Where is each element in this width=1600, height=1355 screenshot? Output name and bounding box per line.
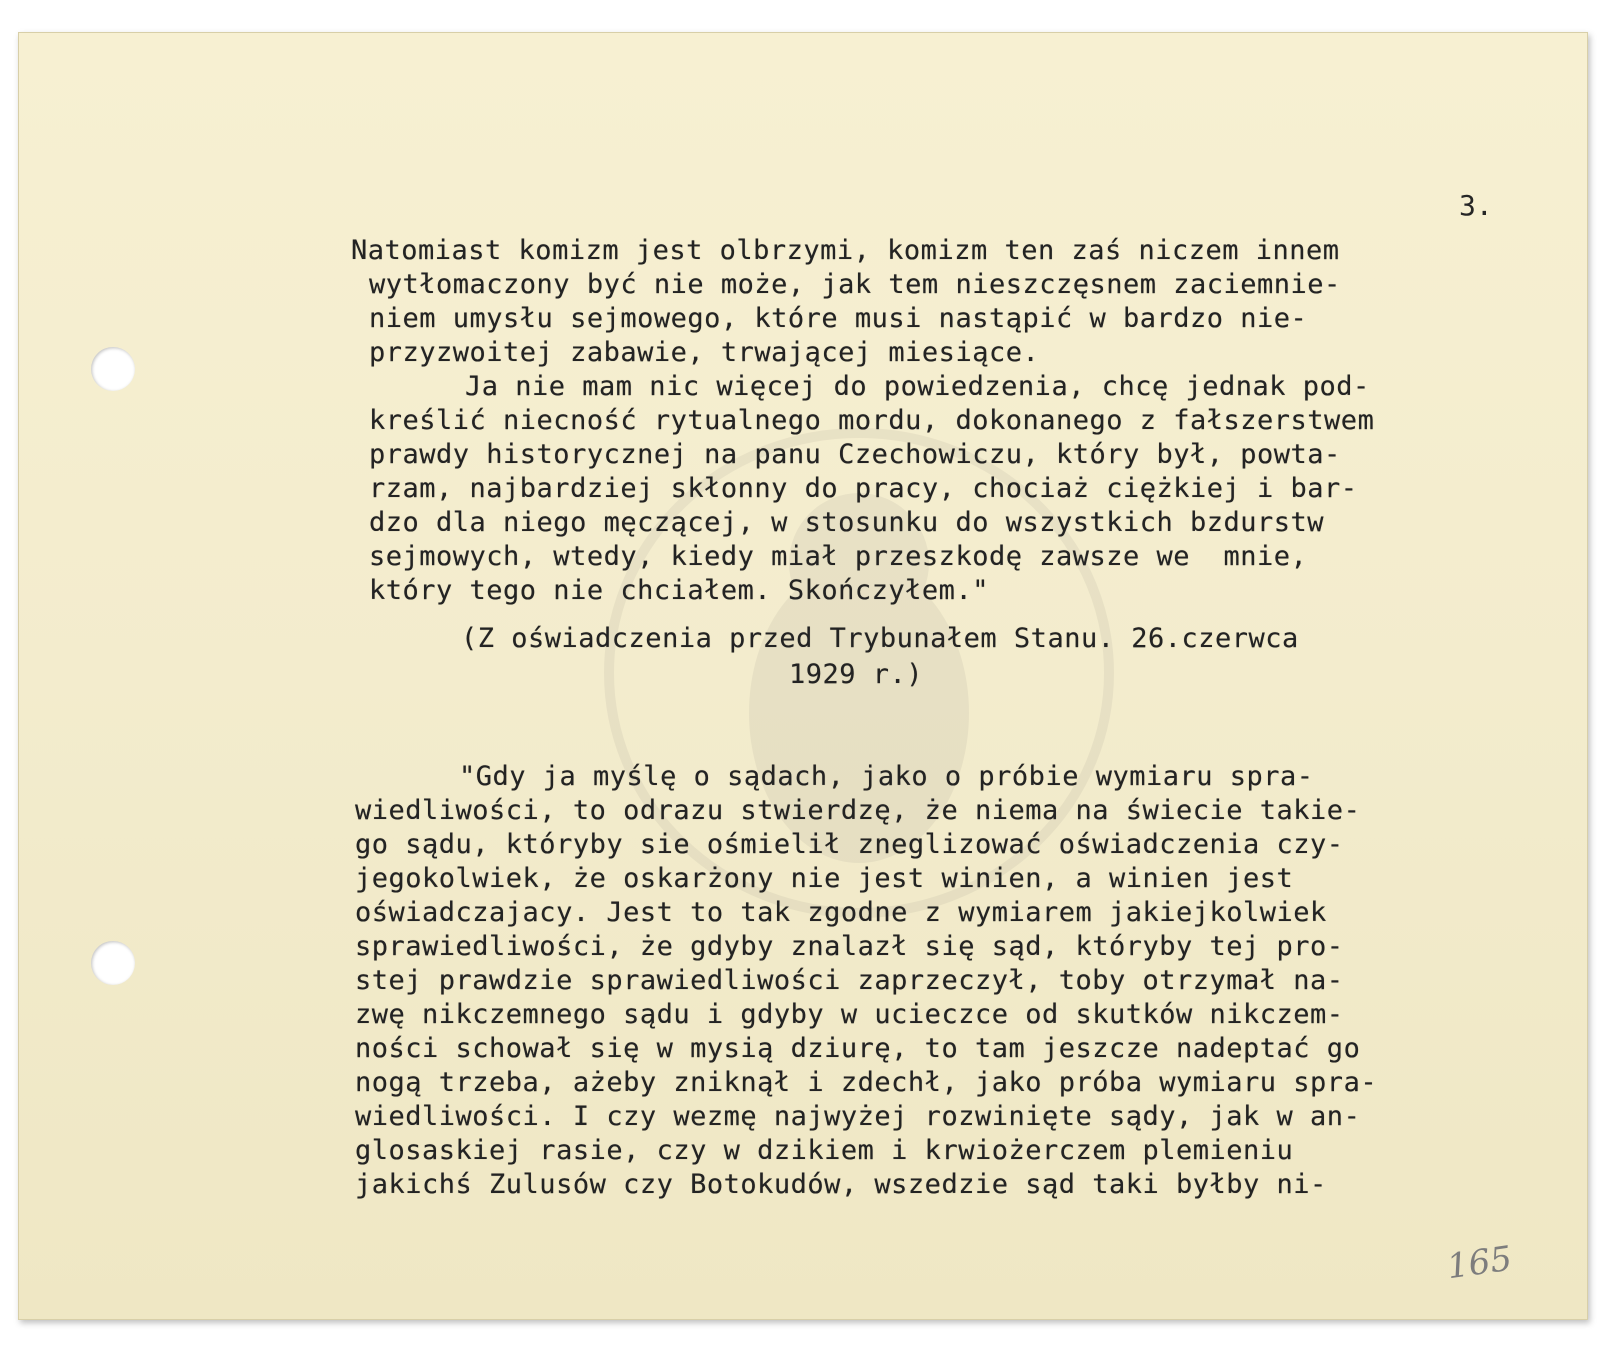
paragraph-3-line-8: zwę nikczemnego sądu i gdyby w ucieczce od skutków nikczem- — [355, 999, 1344, 1030]
paragraph-2-line-5: dzo dla niego męczącej, w stosunku do wszystkich bzdurstw — [369, 507, 1325, 538]
paragraph-2-line-4: rzam, najbardziej skłonny do pracy, chociaż ciężkiej i bar- — [369, 473, 1358, 504]
paragraph-3-line-10: nogą trzeba, ażeby zniknął i zdechł, jako próba wymiaru spra- — [355, 1067, 1378, 1098]
punch-hole-top — [91, 347, 135, 391]
paragraph-3-line-13: jakichś Zulusów czy Botokudów, wszedzie sąd taki byłby ni- — [355, 1169, 1327, 1200]
paragraph-3-line-4: jegokolwiek, że oskarżony nie jest winien, a winien jest — [355, 863, 1294, 894]
paragraph-3-line-1: "Gdy ja myślę o sądach, jako o próbie wymiaru spra- — [459, 761, 1314, 792]
paragraph-3-line-11: wiedliwości. I czy wezmę najwyżej rozwinięte sądy, jak w an- — [355, 1101, 1361, 1132]
paragraph-3-line-5: oświadczajacy. Jest to tak zgodne z wymiarem jakiejkolwiek — [355, 897, 1327, 928]
handwritten-page-number: 165 — [1444, 1238, 1515, 1288]
paragraph-3-line-6: sprawiedliwości, że gdyby znalazł się sąd, któryby tej pro- — [355, 931, 1344, 962]
paragraph-3-line-7: stej prawdzie sprawiedliwości zaprzeczył, toby otrzymał na- — [355, 965, 1344, 996]
paragraph-1-line-1: Natomiast komizm jest olbrzymi, komizm ten zaś niczem innem — [351, 235, 1340, 266]
paragraph-1-line-4: przyzwoitej zabawie, trwającej miesiące. — [369, 337, 1040, 368]
paragraph-2-line-7: który tego nie chciałem. Skończyłem." — [369, 575, 989, 606]
paragraph-3-line-12: glosaskiej rasie, czy w dzikiem i krwiożerczem plemieniu — [355, 1135, 1294, 1166]
citation-line-1: (Z oświadczenia przed Trybunałem Stanu. 26.czerwca — [461, 623, 1299, 654]
paragraph-2-line-6: sejmowych, wtedy, kiedy miał przeszkodę zawsze we mnie, — [369, 541, 1308, 572]
citation-line-2: 1929 r.) — [789, 659, 924, 690]
paragraph-2-line-3: prawdy historycznej na panu Czechowiczu, który był, powta- — [369, 439, 1341, 470]
paragraph-3-line-2: wiedliwości, to odrazu stwierdzę, że niema na świecie takie- — [355, 795, 1361, 826]
punch-hole-bottom — [91, 941, 135, 985]
paragraph-3-line-9: ności schował się w mysią dziurę, to tam jeszcze nadeptać go — [355, 1033, 1361, 1064]
paragraph-1-line-2: wytłomaczony być nie może, jak tem nieszczęsnem zaciemnie- — [369, 269, 1341, 300]
page-number: 3. — [1459, 189, 1493, 222]
paragraph-2-line-2: kreślić niecność rytualnego mordu, dokonanego z fałszerstwem — [369, 405, 1375, 436]
paragraph-1-line-3: niem umysłu sejmowego, które musi nastąpić w bardzo nie- — [369, 303, 1308, 334]
document-page — [18, 32, 1588, 1320]
paragraph-3-line-3: go sądu, któryby sie ośmielił zneglizować oświadczenia czy- — [355, 829, 1344, 860]
paragraph-2-line-1: Ja nie mam nic więcej do powiedzenia, chcę jednak pod- — [465, 371, 1370, 402]
